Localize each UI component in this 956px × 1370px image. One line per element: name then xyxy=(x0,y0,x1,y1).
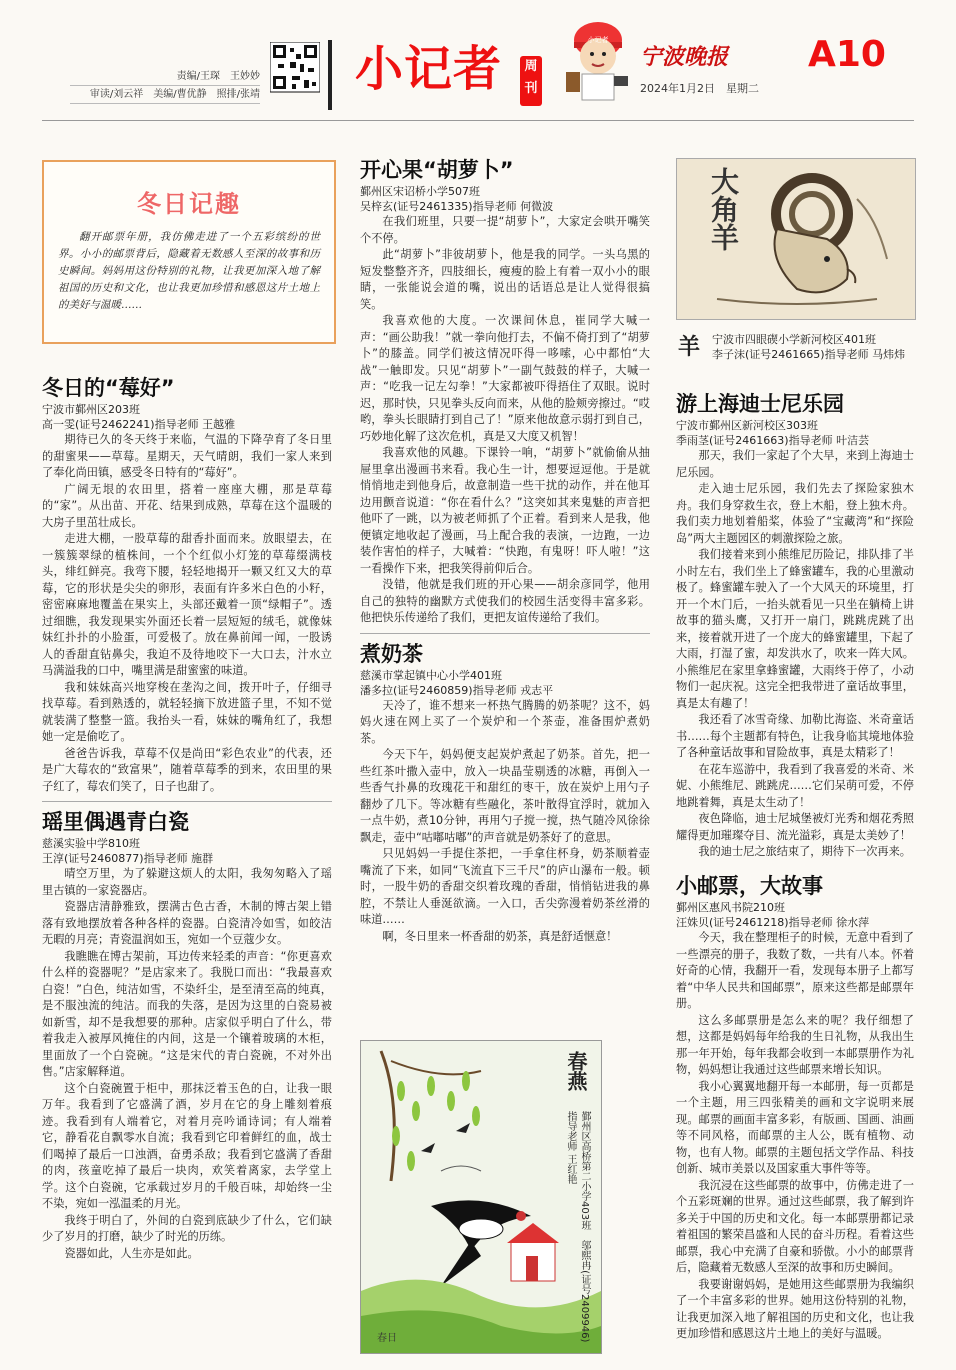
article-school: 鄞州区惠风书院210班 xyxy=(676,901,785,914)
article-author: 王淳(证号2460877)指导老师 施群 xyxy=(42,852,214,865)
ram-artwork xyxy=(676,158,916,320)
paragraph: 这个白瓷碗置于柜中，那抹泛着玉色的白，让我一眼万年。我看到了它盛满了酒，岁月在它的身上雕刻着痕迹。我看到有人端着它，对着月亮吟诵诗词；有人端着它，静看花自飘零水自流；我看到它印着鲜红的血，战士们喝掉了最后一口浊酒，奋勇杀敌；我看到它盛满了香甜的肉，孩童吃掉了最后一块肉，欢笑着离家，去学堂上学。这个白瓷碗，它承载过岁月的千般百味，却始终一尘不染，宛如一泓温柔的月光。 xyxy=(42,1081,332,1210)
credit-line: 责编/王琛 王妙妙 xyxy=(70,68,260,86)
paragraph: 没错，他就是我们班的开心果——胡余彦同学，他用自己的独特的幽默方式使我们的校园生活变得丰富多彩。他把快乐传递给了我们，更把友谊传递给了我们。 xyxy=(360,578,650,624)
paragraph: 那天，我们一家起了个大早，来到上海迪士尼乐园。 xyxy=(676,449,914,479)
page-number: A10 xyxy=(808,34,886,75)
artwork-signature: 春日 xyxy=(377,1333,397,1344)
paragraph: 我瞧瞧在博古架前，耳边传来轻柔的声音：“你更喜欢什么样的瓷器呢？”是店家来了。我脱口而出：“我最喜欢白瓷！”白色，纯洁如雪，不染纤尘，是至清至高的纯真，是不服浊流的纯洁。而我的失落，是因为这里的白瓷易被如新雪，却不是我想要的那种。店家似乎明白了什么，带着我走入被厚风掩住的内间，这是一个镶着玻璃的木柜，里面放了一个白瓷碗。“这是宋代的青白瓷碗，不对外出售。”店家解释道。 xyxy=(42,949,332,1078)
issue-date: 2024年1月2日 星期二 xyxy=(640,82,759,95)
paragraph: 走进大棚，一股草莓的甜香扑面而来。放眼望去，在一簇簇翠绿的植株间，一个个红似小灯笼的草莓缀满枝头，绯红鲜亮。我弯下腰，轻轻地揭开一颗又红又大的草莓，它的形状是尖尖的卵形，表面有许多米白色的小籽，密密麻麻地覆盖在果实上，头部还戴着一顶“绿帽子”。透过细瞧，我发现果实外面还长着一层短短的绒毛，就像妹妹红扑扑的小脸蛋，可爱极了。放在鼻前闻一闻，一股诱人的香甜直钻鼻尖，我迫不及待地咬下一大口去，汁水立马满溢我的口中，嘴里满是甜蜜蜜的味道。 xyxy=(42,532,332,677)
header-rule xyxy=(42,120,914,121)
paragraph: 期待已久的冬天终于来临，气温的下降孕育了冬日里的甜蜜果——草莓。星期天，天气晴朗，我们一家人来到了奉化尚田镇，感受冬日特有的“莓好”。 xyxy=(42,433,332,479)
ram-inscription: 大角羊 xyxy=(707,167,740,251)
article-title: 冬日的“莓好” xyxy=(42,376,175,400)
paragraph: 此“胡萝卜”非彼胡萝卜，他是我的同学。一头乌黑的短发整整齐齐，四肢细长，瘦瘦的脸上有着一双小小的眼睛，一张能说会道的嘴，说出的话语总是让人觉得很搞笑。 xyxy=(360,248,650,311)
article-title: 瑶里偶遇青白瓷 xyxy=(42,810,189,834)
article-author: 季雨茎(证号2461663)指导老师 叶洁芸 xyxy=(676,434,870,447)
paragraph: 我和妹妹高兴地穿梭在垄沟之间，拨开叶子，仔细寻找草莓。看到熟透的，就轻轻摘下放进篮子里，不知不觉就装满了整整一篮。我抬头一看，妹妹的嘴角红了，我想她一定是偷吃了。 xyxy=(42,680,332,743)
article-title: 煮奶茶 xyxy=(360,641,423,666)
paragraph: 在我们班里，只要一提“胡萝卜”，大家定会哄开嘴笑个不停。 xyxy=(360,215,650,245)
paragraph: 夜色降临，迪士尼城堡被灯光秀和烟花秀照耀得更加璀璨夺目、流光溢彩，真是太美妙了！ xyxy=(676,812,914,842)
article-title: 小邮票，大故事 xyxy=(676,874,823,898)
article-divider xyxy=(360,633,650,634)
article-school: 慈溪实验中学810班 xyxy=(42,837,140,850)
article-title: 开心果“胡萝卜” xyxy=(360,158,514,182)
feature-title: 冬日记趣 xyxy=(137,190,241,218)
feature-intro: 翻开邮票年册，我仿佛走进了一个五彩缤纷的世界。小小的邮票背后，隐藏着无数感人至深的故事和历史瞬间。妈妈用这份特别的礼物，让我更加深入地了解祖国的历史和文化，也让我更加珍惜和感恩这片土地上的美好与温暖…… xyxy=(58,231,320,311)
swallow-artwork xyxy=(360,1040,602,1354)
paragraph: 爸爸告诉我，草莓不仅是尚田“彩色农业”的代表，还是广大莓农的“致富果”，随着草莓季的到来，农田里的果子红了，莓农们笑了，日子也甜了。 xyxy=(42,746,332,793)
article-author: 汪姝贝(证号2461218)指导老师 徐水萍 xyxy=(676,916,870,929)
article-carrot xyxy=(360,156,650,945)
feature-box xyxy=(42,160,336,344)
ram-caption-school: 宁波市四眼碶小学新河校区401班 xyxy=(712,333,876,346)
paragraph: 我要谢谢妈妈，是她用这些邮票册为我编织了一个丰富多彩的世界。她用这份特别的礼物，让我更加深入地了解祖国的历史和文化，也让我更加珍惜和感恩这片土地上的美好与温暖。 xyxy=(676,1277,914,1340)
paragraph: 我小心翼翼地翻开每一本邮册，每一页都是一个主题，用三四张精美的画和文字说明来展现。邮票的画面丰富多彩，有版画、国画、油画等不同风格，而邮票的主人公，既有植物、动物，也有人物。邮票的主题包括文学作品、科技创新、城市美景以及国家重大事件等等。 xyxy=(676,1079,914,1175)
credit-line: 审读/刘云祥 美编/曹优静 照排/张靖 xyxy=(70,86,260,104)
article-school: 宁波市鄞州区203班 xyxy=(42,403,140,416)
paragraph: 这么多邮票册是怎么来的呢？我仔细想了想，这都是妈妈每年给我的生日礼物，从我出生那一年开始，每年我都会收到一本邮票册作为礼物，妈妈想让我通过这些邮票来增长知识。 xyxy=(676,1013,914,1076)
article-author: 吴梓玄(证号2461335)指导老师 何微波 xyxy=(360,200,554,213)
ram-caption-author: 李子沫(证号2461665)指导老师 马炜炜 xyxy=(712,348,906,361)
paragraph: 我喜欢他的大度。一次课间休息，崔同学大喊一声：“画公助我！”就一拳向他打去，不偏不倚打到了“胡萝卜”的膝盖。同学们被这情况吓得一哆嗦，心中都怕“大战”一触即发。只见“胡萝卜”一副气鼓鼓的样子，大喊一声：“吃我一记左勾拳！”大家都被吓得捂住了双眼。说时迟，那时快，只见拳头反向而来，从他的脸颊旁擦过。“哎哟，拳头长眼睛打到自己了！”原来他故意示弱打到自己，巧妙地化解了这次危机，真是又大度又机智！ xyxy=(360,314,650,443)
paragraph: 广阔无垠的农田里，搭着一座座大棚，那是草莓的“家”。从出苗、开花、结果到成熟，草莓在这个温暖的大房子里茁壮成长。 xyxy=(42,482,332,529)
article-disney xyxy=(676,390,914,861)
article-author: 潘多拉(证号2460859)指导老师 戎志平 xyxy=(360,683,554,697)
paragraph: 晴空万里，为了躲避这烦人的太阳，我匆匆略入了瑶里古镇的一家瓷器店。 xyxy=(42,867,332,897)
reporter-mascot-icon xyxy=(548,12,638,108)
artwork-caption: 鄞州区高桥第二小学403班 邬熙冉(证号2409946)指导老师 王红艳 xyxy=(565,1111,590,1343)
paragraph: 我还看了冰雪奇缘、加勒比海盗、米奇童话书……每个主题都有特色，让我身临其境地体验了各种童话故事和冒险故事，真是太精彩了！ xyxy=(676,713,914,759)
article-school: 鄞州区宋诏桥小学507班 xyxy=(360,185,480,198)
artwork-title: 春燕 xyxy=(564,1051,588,1091)
article-title: 游上海迪士尼乐园 xyxy=(676,392,844,416)
paragraph: 啊，冬日里来一杯香甜的奶茶，真是舒适惬意！ xyxy=(382,929,618,943)
paragraph: 在花车巡游中，我看到了我喜爱的米奇、米妮、小熊维尼、跳跳虎……它们呆萌可爱，不停地跳着舞，真是太生动了！ xyxy=(676,762,914,809)
paragraph: 瓷器如此，人生亦是如此。 xyxy=(64,1246,199,1260)
paragraph: 我喜欢他的风趣。下课铃一响，“胡萝卜”就偷偷从抽屉里拿出漫画书来看。我心生一计，想要逗逗他。于是就悄悄地走到他身后，故意制造一些干扰的动作，并在他耳边用颤音说道：“你在看什么？”这突如其来鬼魅的声音把他吓了一跳，以为被老师抓了个正着。看到来人是我，他便镇定地收起了漫画，马上配合我的表演，一边跑，一边装作害怕的样子，大喊着：“快跑，有鬼呀！吓人啦！”这一看操作下来，把我笑得前仰后合。 xyxy=(360,446,650,575)
masthead-divider xyxy=(328,40,332,110)
paragraph: 今天，我在整理柜子的时候，无意中看到了一些漂亮的册子，我数了数，一共有八本。怀着好奇的心情，我翻开一看，发现每本册子上都写着“中华人民共和国邮票”，原来这些都是邮票年册。 xyxy=(676,931,914,1010)
editor-credits xyxy=(70,68,260,104)
paragraph: 我沉浸在这些邮票的故事中，仿佛走进了一个五彩斑斓的世界。通过这些邮票，我了解到许多关于中国的历史和文化。每一本邮票册都记录着祖国的繁荣昌盛和人民的奋斗历程。看着这些邮票，我心中充满了自豪和骄傲。小小的邮票背后，隐藏着无数感人至深的故事和历史瞬间。 xyxy=(676,1178,914,1274)
article-stamp xyxy=(676,872,914,1343)
newspaper-logo: 宁波晚报 xyxy=(640,44,729,70)
ram-caption-char: 羊 xyxy=(678,335,701,360)
article-school: 宁波市鄞州区新河校区303班 xyxy=(676,419,818,432)
qr-code-icon[interactable] xyxy=(270,42,320,106)
paragraph: 天冷了，谁不想来一杯热气腾腾的奶茶呢？这不，妈妈火速在网上买了一个炭炉和一个茶壶，准备围炉煮奶茶。 xyxy=(360,698,650,745)
article-divider xyxy=(42,801,332,802)
paragraph: 我终于明白了，外间的白瓷到底缺少了什么，它们缺少了岁月的打磨，缺少了时光的历练。 xyxy=(42,1213,332,1243)
article-author: 高一雯(证号2462241)指导老师 王越雅 xyxy=(42,418,236,431)
paragraph: 今天下午，妈妈便支起炭炉煮起了奶茶。首先，把一些红茶叶撒入壶中，放入一块晶莹剔透的冰糖，再倒入一些香气扑鼻的玫瑰花干和甜红的枣干，放在炭炉上用勺子翻炒了几下。等冰糖有些融化，茶叶散得宜浮时，就加入一点牛奶，煮10分钟，再用勺子搅一搅，热气随冷风徐徐飘走，壶中“咕嘟咕嘟”的声音就是奶茶好了的意思。 xyxy=(360,748,650,844)
mascot-cap-label: 小记者 xyxy=(587,36,609,44)
article-school: 慈溪市掌起镇中心小学401班 xyxy=(360,668,502,682)
paragraph: 只见妈妈一手提住茶把，一手拿住杯身，奶茶顺着壶嘴流了下来，如同“飞流直下三千尺”的庐山瀑布一般。顿时，一股牛奶的香甜交织着玫瑰的香甜，悄悄钻进我的鼻腔，不禁让人垂涎欲滴。一入口，舌尖弥漫着奶茶丝滑的味道…… xyxy=(360,847,650,926)
weekly-tag: 周刊 xyxy=(520,56,542,106)
article-strawberry xyxy=(42,374,332,1262)
section-brand: 小记者 xyxy=(355,41,503,97)
paragraph: 走入迪士尼乐园，我们先去了探险家独木舟。我们身穿救生衣，登上木船，登上独木舟。我们卖力地划着船桨，体验了“宝藏湾”和“探险岛”两大主题园区的刺激探险之旅。 xyxy=(676,482,914,545)
paragraph: 我们接着来到小熊维尼历险记，排队排了半小时左右，我们坐上了蜂蜜罐车，我的心里激动极了。蜂蜜罐车驶入了一个大风天的环境里，打开一个木门后，一抬头就看见一只坐在躺椅上讲故事的猫头鹰，又打开一扇门，跳跳虎跳了出来，接着就开进了一个庞大的蜂蜜罐里，下起了大雨，打湿了蜜，却发洪水了，吹来一阵大风。小熊维尼在家里拿蜂蜜罐，大雨终于停了，小动物们一起庆祝。这完全把我带进了童话故事里，真是太有趣了！ xyxy=(676,548,914,710)
paragraph: 瓷器店清静雅致，摆满古色古香，木制的博古架上错落有致地摆放着各种各样的瓷器。白瓷清冷如雪，如皎洁无暇的月亮；青瓷温润如玉，宛如一个豆蔻少女。 xyxy=(42,900,332,946)
paragraph: 我的迪士尼之旅结束了，期待下一次再来。 xyxy=(698,845,911,858)
